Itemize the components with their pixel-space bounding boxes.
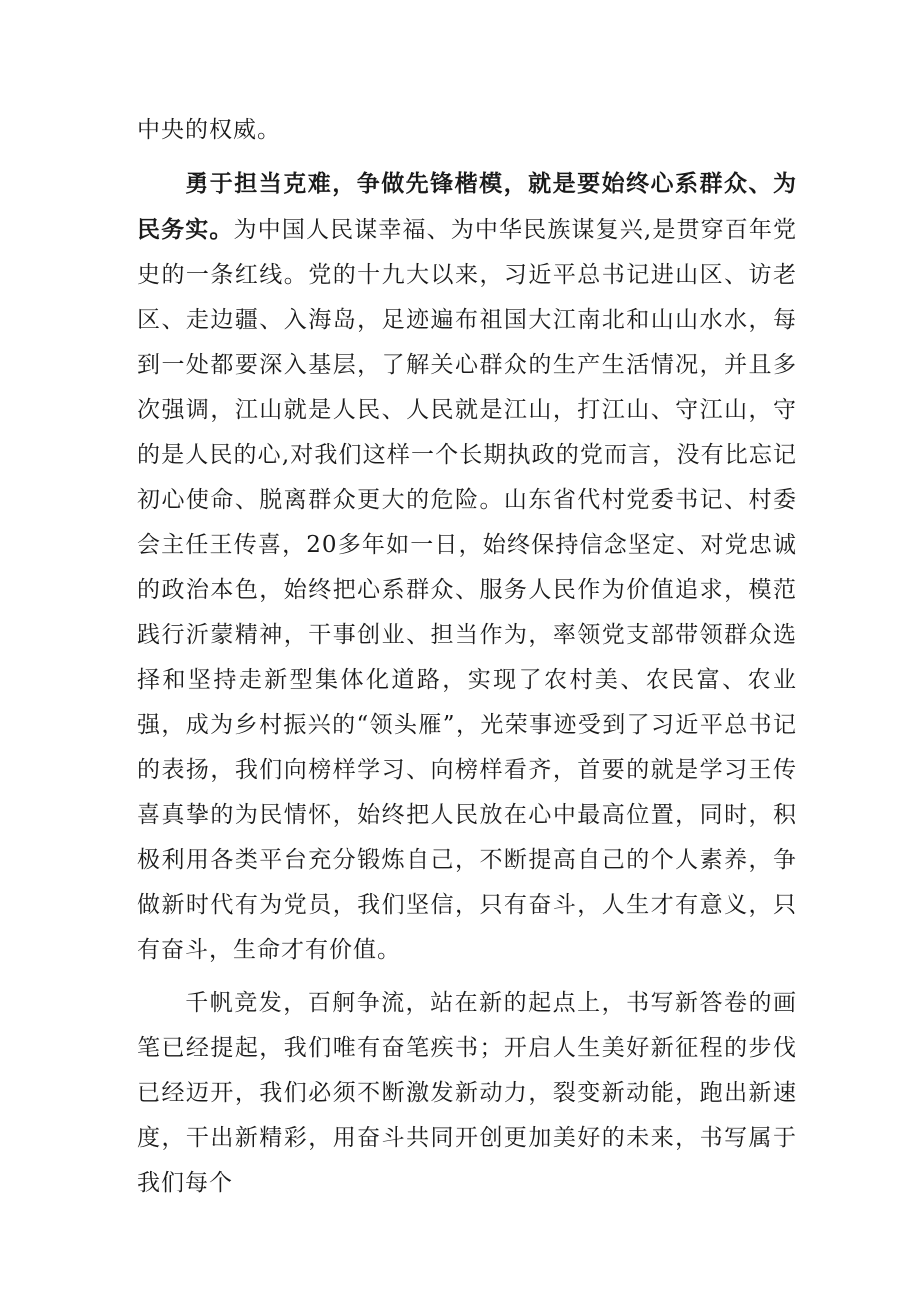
- paragraph-text: 中央的权威。: [137, 117, 281, 143]
- paragraph-text: 为中国人民谋幸福、为中华民族谋复兴,是贯穿百年党史的一条红线。党的十九大以来，习近平总书记进山区、访老区、走边疆、入海岛，足迹遍布祖国大江南北和山山水水，每到一处都要深入基层，了解关心群众的生产生活情况，并且多次强调，江山就是人民、人民就是江山，打江山、守江山，守的是人民的心,对我们这样一个长期执政的党而言，没有比忘记初心使命、脱离群众更大的危险。山东省代村党委书记、村委会主任王传喜，20多年如一日，始终保持信念坚定、对党忠诚的政治本色，始终把心系群众、服务人民作为价值追求，模范践行沂蒙精神，干事创业、担当作为，率领党支部带领群众选择和坚持走新型集体化道路，实现了农村美、农民富、农业强，成为乡村振兴的“领头雁”，光荣事迹受到了习近平总书记的表扬，我们向榜样学习、向榜样看齐，首要的就是学习王传喜真挚的为民情怀，始终把人民放在心中最高位置，同时，积极利用各类平台充分锻炼自己，不断提高自己的个人素养，争做新时代有为党员，我们坚信，只有奋斗，人生才有意义，只有奋斗，生命才有价值。: [137, 217, 797, 963]
- paragraph-text: 千帆竞发，百舸争流，站在新的起点上，书写新答卷的画笔已经提起，我们唯有奋笔疾书；开启人生美好新征程的步伐已经迈开，我们必须不断激发新动力，裂变新动能，跑出新速度，干出新精彩，用奋斗共同开创更加美好的未来，书写属于我们每个: [137, 990, 797, 1196]
- paragraph-closing: [137, 981, 797, 1206]
- document-body: [137, 108, 797, 1214]
- paragraph-lead-heading: 勇于担当克难，争做先锋楷模，就是要始终心系群众、为民务实。: [137, 170, 797, 243]
- paragraph-continuation: [137, 108, 797, 153]
- paragraph-role-model: [137, 161, 797, 973]
